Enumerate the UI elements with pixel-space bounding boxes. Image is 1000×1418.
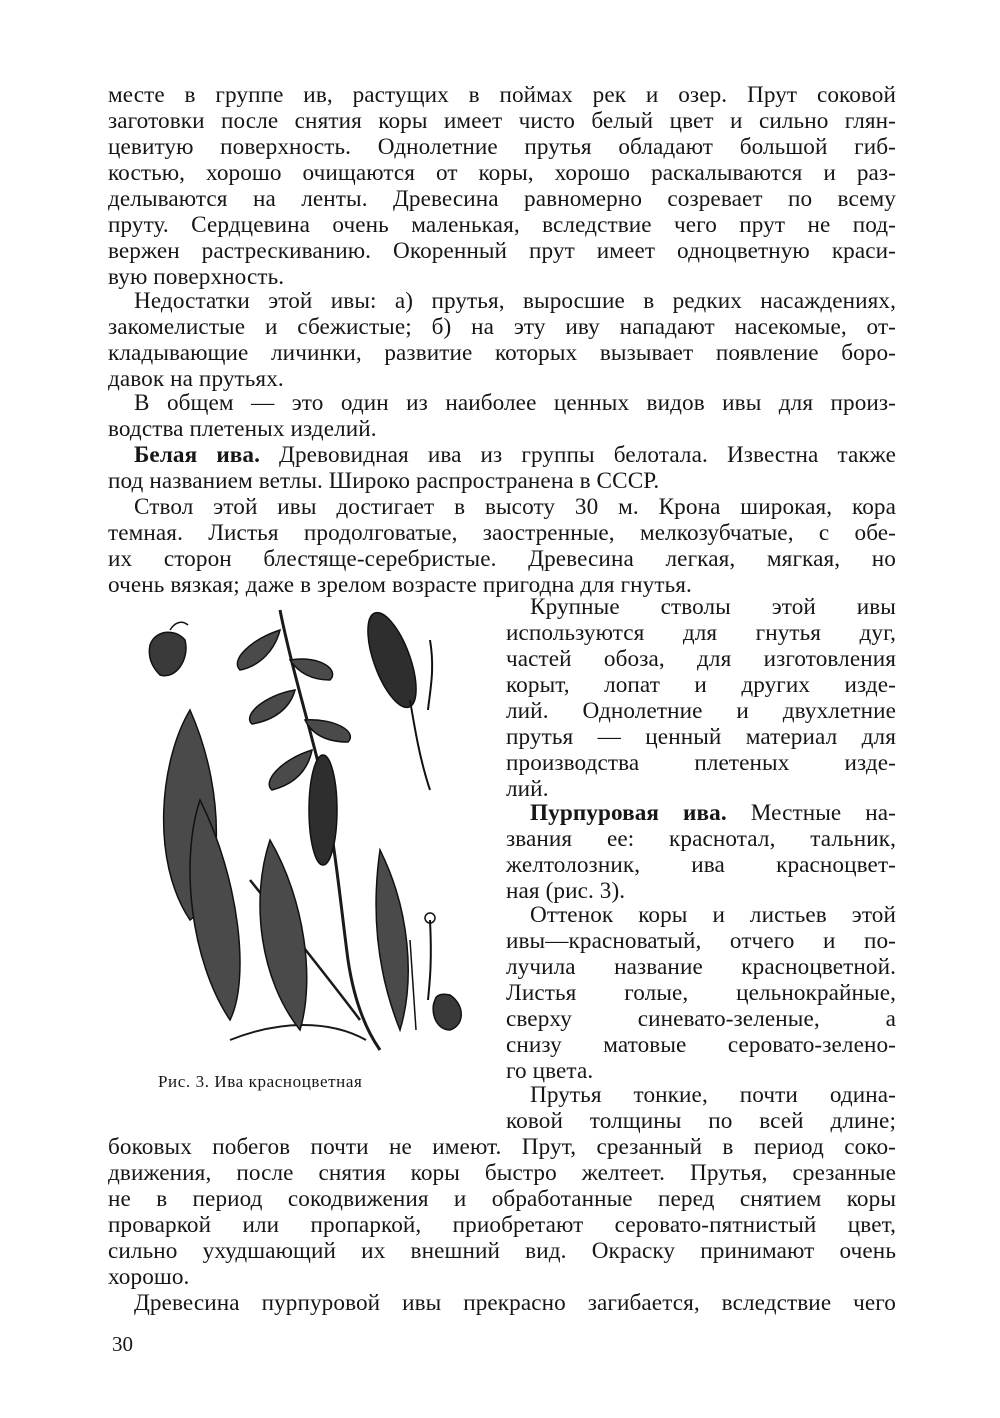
text-line: производства плетеных изде- (506, 750, 896, 776)
text-span: Древовидная ива из группы белотала. Известна также (260, 442, 896, 468)
text-line: В общем — это один из наиболее ценных видов ивы для произ- (134, 390, 896, 416)
text-line: звания ее: краснотал, тальник, (506, 826, 896, 852)
text-line: Ствол этой ивы достигает в высоту 30 м. Крона широкая, кора (134, 494, 896, 520)
text-line: ная (рис. 3). (506, 878, 626, 904)
text-line: цевитую поверхность. Однолетние прутья обладают большой гиб- (108, 134, 896, 160)
text-span: Местные на- (726, 800, 896, 826)
text-line: лучила название красноцветной. (506, 954, 896, 980)
text-line: Оттенок коры и листьев этой (530, 902, 896, 928)
text-line: прутья — ценный материал для (506, 724, 896, 750)
text-line: водства плетеных изделий. (108, 416, 377, 442)
text-line: вую поверхность. (108, 264, 285, 290)
text-line: месте в группе ив, растущих в поймах рек и озер. Прут соковой (108, 82, 896, 108)
text-line: частей обоза, для изготовления (506, 646, 896, 672)
figure-caption: Рис. 3. Ива красноцветная (158, 1072, 363, 1091)
text-line: вержен растрескиванию. Окоренный прут имеет одноцветную краси- (108, 238, 896, 264)
text-line: заготовки после снятия коры имеет чисто белый цвет и сильно глян- (108, 108, 896, 134)
text-line: ивы—красноватый, отчего и по- (506, 928, 896, 954)
text-line: Прутья тонкие, почти одина- (530, 1082, 896, 1108)
text-line: темная. Листья продолговатые, заостренные, мелкозубчатые, с обе- (108, 520, 896, 546)
text-line: снизу матовые серовато-зелено- (506, 1032, 896, 1058)
species-term: Пурпуровая ива. (530, 800, 727, 826)
text-line: очень вязкая; даже в зрелом возрасте пригодна для гнутья. (108, 572, 692, 598)
text-line: их сторон блестяще-серебристые. Древесина легкая, мягкая, но (108, 546, 896, 572)
willow-illustration (130, 600, 480, 1060)
text-line: ковой толщины по всей длине; (506, 1108, 896, 1134)
text-line (134, 442, 896, 468)
text-line: движения, после снятия коры быстро желтеет. Прутья, срезанные (108, 1160, 896, 1186)
text-line: лий. Однолетние и двухлетние (506, 698, 896, 724)
text-line: желтолозник, ива красноцвет- (506, 852, 896, 878)
text-line: костью, хорошо очищаются от коры, хорошо раскалываются и раз- (108, 160, 896, 186)
text-line: делываются на ленты. Древесина равномерно созревает по всему (108, 186, 896, 212)
text-line: проваркой или пропаркой, приобретают серовато-пятнистый цвет, (108, 1212, 896, 1238)
text-line: сверху синевато-зеленые, а (506, 1006, 896, 1032)
text-line: хорошо. (108, 1264, 190, 1290)
text-line: Недостатки этой ивы: а) прутья, выросшие в редких насаждениях, (134, 288, 896, 314)
text-line: пруту. Сердцевина очень маленькая, вследствие чего прут не под- (108, 212, 896, 238)
text-line: сильно ухудшающий их внешний вид. Окраску принимают очень (108, 1238, 896, 1264)
species-term: Белая ива. (134, 442, 260, 468)
text-line: кладывающие личинки, развитие которых вызывает появление боро- (108, 340, 896, 366)
text-line: Крупные стволы этой ивы (530, 594, 896, 620)
text-line: закомелистые и сбежистые; б) на эту иву нападают насекомые, от- (108, 314, 896, 340)
text-line: под названием ветлы. Широко распространена в СССР. (108, 468, 660, 494)
text-line: Листья голые, цельнокрайные, (506, 980, 896, 1006)
page-number: 30 (112, 1332, 133, 1356)
text-line: лий. (506, 776, 549, 802)
text-line: боковых побегов почти не имеют. Прут, срезанный в период соко- (108, 1134, 896, 1160)
text-line: используются для гнутья дуг, (506, 620, 896, 646)
text-line (530, 800, 896, 826)
text-line: не в период сокодвижения и обработанные перед снятием коры (108, 1186, 896, 1212)
text-line: го цвета. (506, 1058, 594, 1084)
text-line: корыт, лопат и других изде- (506, 672, 896, 698)
text-line: давок на прутьях. (108, 366, 284, 392)
text-line: Древесина пурпуровой ивы прекрасно загибается, вследствие чего (134, 1290, 896, 1316)
